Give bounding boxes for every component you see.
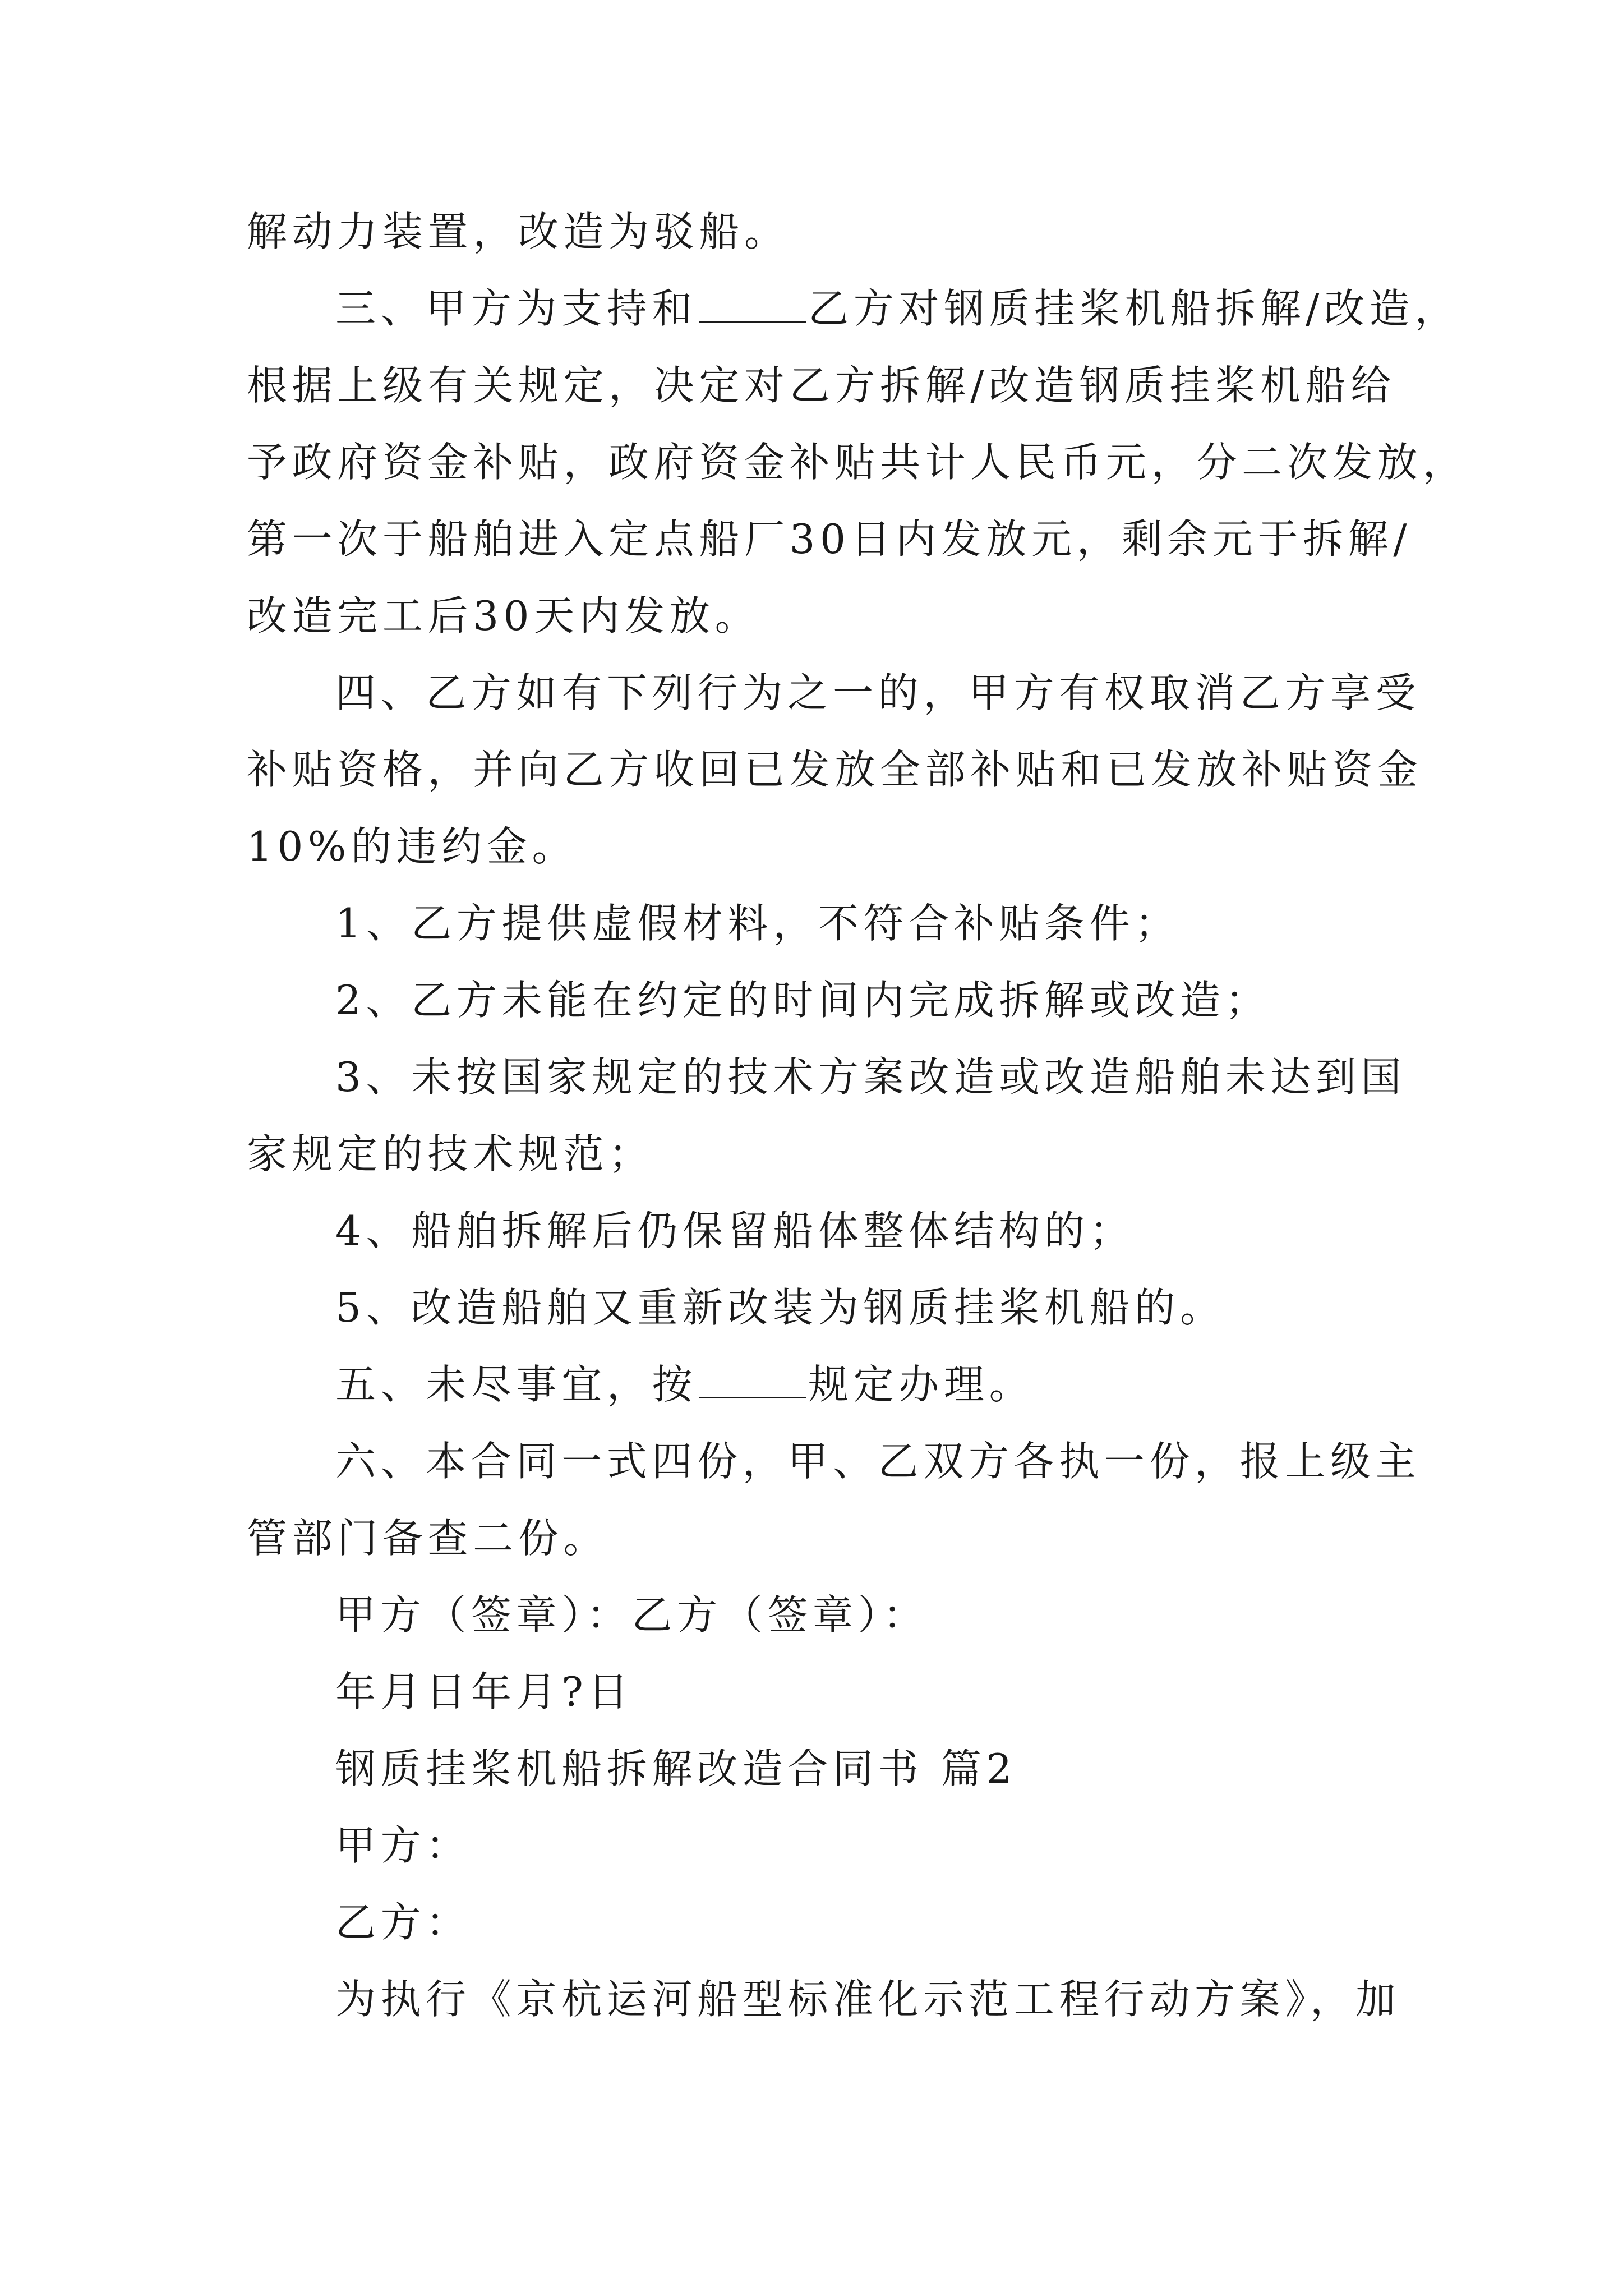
clause-four-line: 四、乙方如有下列行为之一的，甲方有权取消乙方享受 <box>335 669 1421 716</box>
clause-five-suffix: 规定办理。 <box>808 1361 1035 1408</box>
paragraph-line: 改造完工后30天内发放。 <box>247 592 760 639</box>
clause-three-suffix: 乙方对钢质挂桨机船拆解/改造， <box>808 285 1460 332</box>
section-heading: 钢质挂桨机船拆解改造合同书 篇2 <box>335 1745 1017 1792</box>
paragraph-line: 管部门备查二份。 <box>247 1515 609 1562</box>
party-b-label: 乙方： <box>335 1899 471 1946</box>
list-item: 4、船舶拆解后仍保留船体整体结构的； <box>335 1207 1135 1254</box>
list-item: 2、乙方未能在约定的时间内完成拆解或改造； <box>335 977 1271 1024</box>
clause-six-line: 六、本合同一式四份，甲、乙双方各执一份，报上级主 <box>335 1438 1421 1485</box>
list-item: 1、乙方提供虚假材料，不符合补贴条件； <box>335 900 1180 947</box>
clause-five-prefix: 五、未尽事宜，按 <box>335 1361 698 1408</box>
list-item: 3、未按国家规定的技术方案改造或改造船舶未达到国 <box>335 1053 1407 1101</box>
contract-body <box>247 194 1468 2038</box>
list-item: 5、改造船舶又重新改装为钢质挂桨机船的。 <box>335 1284 1225 1331</box>
paragraph-line: 补贴资格，并向乙方收回已发放全部补贴和已发放补贴资金 <box>247 746 1423 793</box>
party-a-label: 甲方： <box>335 1822 471 1869</box>
blank-field <box>699 279 806 323</box>
date-line: 年月日年月?日 <box>335 1668 634 1715</box>
clause-five-line <box>247 1346 1385 1423</box>
paragraph-line: 为执行《京杭运河船型标准化示范工程行动方案》，加 <box>335 1976 1401 2023</box>
paragraph-line: 根据上级有关规定，决定对乙方拆解/改造钢质挂桨机船给 <box>247 362 1396 409</box>
clause-three-prefix: 三、甲方为支持和 <box>335 285 698 332</box>
clause-three-line <box>247 270 1460 347</box>
list-item-continuation: 家规定的技术规范； <box>247 1130 654 1177</box>
paragraph-line: 10%的违约金。 <box>247 823 578 870</box>
blank-field <box>699 1355 806 1398</box>
paragraph-line: 解动力装置，改造为驳船。 <box>247 208 790 255</box>
signature-line: 甲方（签章）：乙方（签章）： <box>335 1591 928 1639</box>
paragraph-line: 予政府资金补贴，政府资金补贴共计人民币元，分二次发放， <box>247 439 1468 486</box>
paragraph-line: 第一次于船舶进入定点船厂30日内发放元，剩余元于拆解/ <box>247 516 1412 563</box>
